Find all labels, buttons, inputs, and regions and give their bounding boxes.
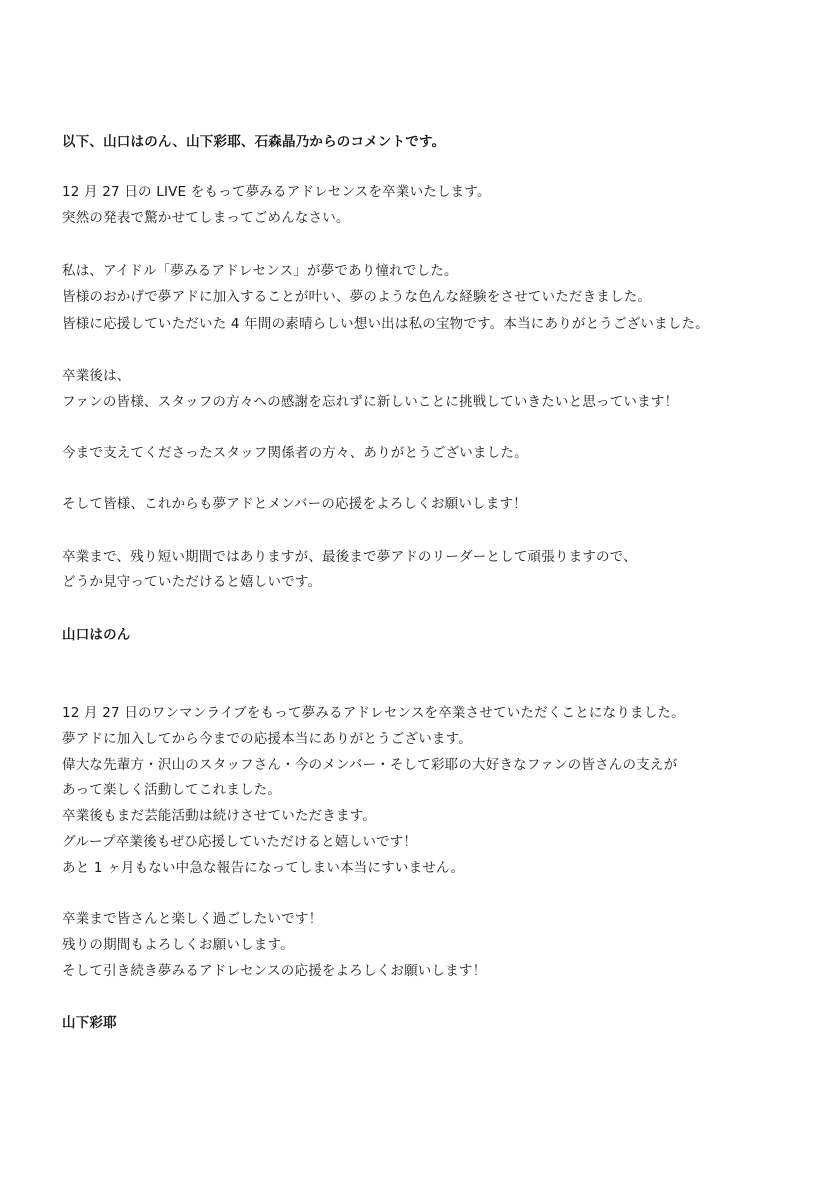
intro-line: 以下、山口はのん、山下彩耶、石森晶乃からのコメントです。 — [62, 134, 446, 150]
comment1-p6-line1: 卒業まで、残り短い期間ではありますが、最後まで夢アドのリーダーとして頑張りますので、 — [62, 549, 637, 565]
comment2-p1-line6: グループ卒業後もぜひ応援していただけると嬉しいです！ — [62, 834, 418, 850]
comment2-p2-line3: そして引き続き夢みるアドレセンスの応援をよろしくお願いします！ — [62, 963, 487, 979]
comment1-p1-line2: 突然の発表で驚かせてしまってごめんなさい。 — [62, 210, 350, 226]
comment1-p2-line1: 私は、アイドル「夢みるアドレセンス」が夢であり憧れでした。 — [62, 263, 458, 279]
comment1-signature: 山口はのん — [62, 627, 131, 643]
comment1-p3-line2: ファンの皆様、スタッフの方々への感謝を忘れずに新しいことに挑戦していきたいと思っています！ — [62, 394, 679, 410]
comment1-p4-line1: 今まで支えてくださったスタッフ関係者の方々、ありがとうございました。 — [62, 445, 528, 461]
comment2-p1-line4: あって楽しく活動してこれました。 — [62, 782, 282, 798]
comment2-p1-line5: 卒業後もまだ芸能活動は続けさせていただきます。 — [62, 808, 377, 824]
comment1-p2-line3: 皆様に応援していただいた 4 年間の素晴らしい想い出は私の宝物です。本当にありがとうございました。 — [62, 316, 709, 332]
comment2-p1-line3: 偉大な先輩方・沢山のスタッフさん・今のメンバー・そして彩耶の大好きなファンの皆さんの支えが — [62, 757, 678, 773]
comment1-p2-line2: 皆様のおかげで夢アドに加入することが叶い、夢のような色んな経験をさせていただきました。 — [62, 289, 652, 305]
comment1-p5-line1: そして皆様、これからも夢アドとメンバーの応援をよろしくお願いします！ — [62, 496, 527, 512]
comment2-p2-line1: 卒業まで皆さんと楽しく過ごしたいです！ — [62, 911, 323, 927]
comment1-p1-line1: 12 月 27 日の LIVE をもって夢みるアドレセンスを卒業いたします。 — [62, 184, 491, 200]
comment2-p1-line7: あと 1 ヶ月もない中急な報告になってしまい本当にすいません。 — [62, 860, 465, 876]
comment1-p3-line1: 卒業後は、 — [62, 368, 131, 384]
comment2-p1-line1: 12 月 27 日のワンマンライブをもって夢みるアドレセンスを卒業させていただくことになりました。 — [62, 705, 685, 721]
comment1-p6-line2: どうか見守っていただけると嬉しいです。 — [62, 574, 322, 590]
comment2-p2-line2: 残りの期間もよろしくお願いします。 — [62, 937, 294, 953]
comment2-p1-line2: 夢アドに加入してから今までの応援本当にありがとうございます。 — [62, 731, 472, 747]
comment2-signature: 山下彩耶 — [62, 1015, 117, 1031]
